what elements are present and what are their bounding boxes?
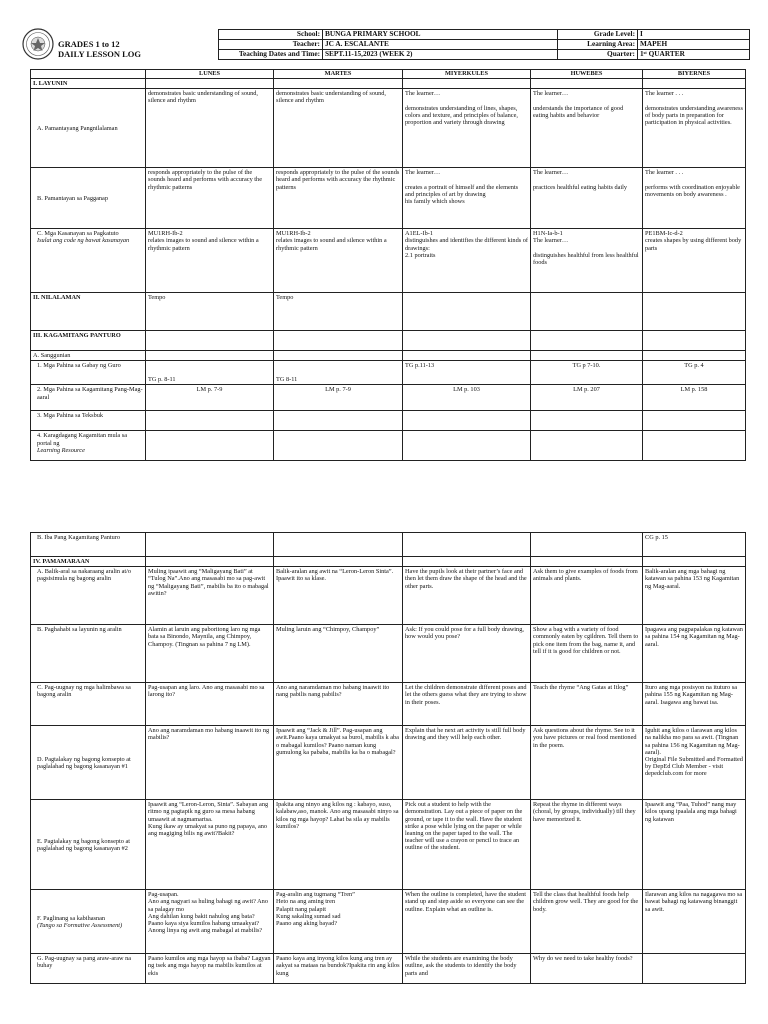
title-line-2: DAILY LESSON LOG (58, 49, 141, 59)
lesson-cell: Teach the rhyme “Ang Gatas at Itlog” (531, 683, 643, 726)
lesson-cell: TG 8-11 (274, 361, 403, 385)
lesson-cell: Pag-usapan ang laro. Ano ang masasabi mo sa larong ito? (146, 683, 274, 726)
lesson-cell: Why do we need to take healthy foods? (531, 954, 643, 984)
lesson-cell: LM p. 103 (403, 385, 531, 411)
section-heading: I. LAYUNIN (31, 79, 146, 89)
lesson-cell: Ituro ang mga posisyon na ituturo sa pahina 155 ng Kagamitan ng Mag-aaral. Isagawa ang bawat isa. (643, 683, 746, 726)
row-balik-aral (31, 567, 746, 625)
lesson-cell: Ipakita ang ninyo ang kilos ng : kabayo, suso, kalabaw,aso, manok. Ano ang masasabi ninyo sa kilos ng mga hayop? Lahat ba sila ay mabilis kumilos? (274, 800, 403, 890)
lesson-cell: Tempo (146, 293, 274, 331)
row-sublabel: (Tungo sa Formative Assessment) (37, 921, 123, 929)
corner-cell (31, 70, 146, 79)
empty-cell (146, 557, 274, 567)
lesson-table-part-1 (30, 69, 746, 461)
row-label: B. Iba Pang Kagamitang Panturo (31, 533, 146, 557)
lesson-cell: LM p. 158 (643, 385, 746, 411)
teacher-label: Teacher: (219, 40, 323, 50)
row-teksbuk (31, 411, 746, 431)
lesson-cell (274, 411, 403, 431)
lesson-cell: Ask: If you could pose for a full body drawing, how would you pose? (403, 625, 531, 683)
lesson-cell: Ask them to give examples of foods from animals and plants. (531, 567, 643, 625)
teaching-dates-label: Teaching Dates and Time: (219, 50, 323, 60)
teaching-dates-value: SEPT.11-15,2023 (WEEK 2) (323, 50, 558, 60)
quarter-value: 1ˢᵗ QUARTER (638, 50, 750, 60)
lesson-cell: The learner… demonstrates understanding of lines, shapes, colors and texture, and principles of balance, proportion and variety through drawing (403, 89, 531, 168)
empty-cell (643, 557, 746, 567)
lesson-cell: The learner… understands the importance of good eating habits and behavior (531, 89, 643, 168)
lesson-cell: TG p. 8-11 (146, 361, 274, 385)
lesson-cell: Tempo (274, 293, 403, 331)
row-label: C. Pag-uugnay ng mga halimbawa sa bagong aralin (31, 683, 146, 726)
lesson-cell: H1N-Ia-b-1 The learner… distinguishes healthful from less healthful foods (531, 229, 643, 293)
quarter-label: Quarter: (558, 50, 638, 60)
row-kasanayan-sa-pagkatuto (31, 229, 746, 293)
empty-cell (403, 79, 531, 89)
row-pagtalakay-1 (31, 726, 746, 800)
lesson-cell: Ipagawa ang pagpapalakas ng katawan sa pahina 154 ng Kagamitan ng Mag-aaral. (643, 625, 746, 683)
section-row-kagamitan (31, 331, 746, 351)
empty-cell (531, 79, 643, 89)
school-label: School: (219, 30, 323, 40)
lesson-cell: MU1RH-Ib-2 relates images to sound and silence within a rhythmic pattern (274, 229, 403, 293)
lesson-cell (643, 954, 746, 984)
row-pagtalakay-2 (31, 800, 746, 890)
row-label-cell (31, 431, 146, 461)
lesson-cell: PE1BM-Ic-d-2 creates shapes by using different body parts (643, 229, 746, 293)
row-nilalaman (31, 293, 746, 331)
row-label: A. Balik-aral sa nakaraang aralin at/o pagsisimula ng bagong aralin (31, 567, 146, 625)
empty-cell (643, 331, 746, 351)
empty-cell (531, 557, 643, 567)
row-label: F. Paglinang sa kabihasnan (37, 914, 106, 922)
empty-cell (274, 331, 403, 351)
row-sublabel: Learning Resource (37, 446, 85, 454)
lesson-cell: The learner . . . demonstrates understanding awareness of body parts in preparation for participation in physical activities. (643, 89, 746, 168)
lesson-cell: MU1RH-Ib-2 relates images to sound and silence within a rhythmic pattern (146, 229, 274, 293)
row-gabay-ng-guro (31, 361, 746, 385)
school-value: BUNGA PRIMARY SCHOOL (323, 30, 558, 40)
header-info-table (218, 29, 750, 60)
lesson-cell: Ipaawit ang “Leron-Leron, Sinta”. Sabayan ang ritmo ng pagtapik ng gurо sa mesa habang umaawit at nagmamartsa. Kung ikaw ay umakyat sa puno ng papaya, ano ang magiging bilis ng awit?Bakit? (146, 800, 274, 890)
lesson-cell: responds appropriately to the pulse of the sounds heard and performs with accuracy the rhythmic patterns (146, 168, 274, 229)
lesson-cell (643, 431, 746, 461)
lesson-cell: Ipaawit ang “Jack & Jill”. Pag-usapan ang awit.Paano kaya umakyat sa burol, mabilis k aba o mabagal kumilos? Paano naman kung gumulong ka pababa, mabilis ka ba o mabagal? (274, 726, 403, 800)
day-header: MARTES (274, 70, 403, 79)
lesson-cell: Paano kaya ang inyong kilos kung ang tren ay aakyat sa mataas na bundok?Ipakita rin ang kilos kung (274, 954, 403, 984)
day-header: MIYERKULES (403, 70, 531, 79)
lesson-cell: demonstrates basic understanding of sound, silence and rhythm (274, 89, 403, 168)
empty-cell (531, 351, 643, 361)
lesson-cell (531, 533, 643, 557)
row-label-cell (31, 229, 146, 293)
row-paglinang-kabihasnan (31, 890, 746, 954)
lesson-cell (643, 293, 746, 331)
section-heading: II. NILALAMAN (31, 293, 146, 331)
lesson-cell: Ilarawan ang kilos na nagagawa mo sa bawat bahagi ng katawang binanggit sa awit. (643, 890, 746, 954)
section-heading: III. KAGAMITANG PANTURO (31, 331, 146, 351)
lesson-cell: TG p 7-10. (531, 361, 643, 385)
empty-cell (146, 79, 274, 89)
lesson-cell (403, 293, 531, 331)
lesson-cell: The learner… creates a portrait of himself and the elements and principles of art by drawing his family which shows (403, 168, 531, 229)
lesson-table-part-2 (30, 532, 746, 984)
lesson-cell: Ano ang naramdaman mo habang inaawit ito ng mabilis? (146, 726, 274, 800)
lesson-cell: Let the children demonstrate different poses and let the others guess what they are trying to show in their poses. (403, 683, 531, 726)
lesson-cell: A1EL-Ib-1 distinguishes and identifies the different kinds of drawings: 2.1 portraits (403, 229, 531, 293)
lesson-cell: Ano ang naramdaman mo habang inaawit ito nang pabilis nang pabilis? (274, 683, 403, 726)
deped-seal-logo (22, 28, 54, 60)
day-header: HUWEBES (531, 70, 643, 79)
row-label: G. Pag-uugnay sa pang araw-araw na buhay (31, 954, 146, 984)
day-header: BIYERNES (643, 70, 746, 79)
row-pag-uugnay-araw-araw (31, 954, 746, 984)
teacher-value: JC A. ESCALANTE (323, 40, 558, 50)
empty-cell (146, 331, 274, 351)
row-label: 3. Mga Pahina sa Teksbuk (31, 411, 146, 431)
lesson-cell (531, 293, 643, 331)
row-pamantayang-pangnilalaman (31, 89, 746, 168)
row-label: D. Pagtalakay ng bagong konsepto at paglalahad ng bagong kasanayan #1 (31, 726, 146, 800)
learning-area-label: Learning Area: (558, 40, 638, 50)
empty-cell (643, 79, 746, 89)
learning-area-value: MAPEH (638, 40, 750, 50)
lesson-cell: CG p. 15 (643, 533, 746, 557)
row-label: 2. Mga Pahina sa Kagamitang Pang-Mag-aaral (31, 385, 146, 411)
lesson-cell: Explain that he next art activity is still full body drawing and they will help each other. (403, 726, 531, 800)
row-sanggunian (31, 351, 746, 361)
row-iba-pang-kagamitan (31, 533, 746, 557)
lesson-cell (146, 411, 274, 431)
lesson-cell: Have the pupils look at their partner’s face and then let them draw the shape of the head and the other parts. (403, 567, 531, 625)
lesson-cell: demonstrates basic understanding of sound, silence and rhythm (146, 89, 274, 168)
lesson-cell: Muling laruin ang “Chimpoy, Champoy” (274, 625, 403, 683)
empty-cell (643, 351, 746, 361)
lesson-cell (146, 431, 274, 461)
section-row-layunin (31, 79, 746, 89)
row-label: B. Paghahabi sa layunin ng aralin (31, 625, 146, 683)
row-sublabel: Isulat ang code ng bawat kasanayan (37, 237, 130, 245)
lesson-cell: LM p. 207 (531, 385, 643, 411)
lesson-cell: TG p.11-13 (403, 361, 531, 385)
lesson-cell (403, 533, 531, 557)
empty-cell (403, 331, 531, 351)
empty-cell (403, 351, 531, 361)
lesson-cell (146, 533, 274, 557)
lesson-cell (531, 411, 643, 431)
section-heading: IV. PAMAMARAAN (31, 557, 146, 567)
empty-cell (146, 351, 274, 361)
row-paghahabi (31, 625, 746, 683)
lesson-cell: Ask questions about the rhyme. See to it you have pictures or real food mentioned in the poem. (531, 726, 643, 800)
row-label: A. Pamantayang Pangnilalaman (31, 89, 146, 168)
row-label: A. Sanggunian (31, 351, 146, 361)
lesson-cell: Alamin at laruin ang paboritong laro ng mga bata sa Binondo, Maynila, ang Chimpoy, Champoy. (Tingnan sa pahina 7 ng LM). (146, 625, 274, 683)
row-label: 4. Karagdagang Kagamitan mula sa portal ng (37, 432, 128, 447)
lesson-cell (274, 431, 403, 461)
lesson-cell: Balik-aralan ang mga bahagi ng katawan sa pahina 153 ng Kagamitan ng Mag-aaral. (643, 567, 746, 625)
row-pamantayan-sa-pagganap (31, 168, 746, 229)
grade-level-label: Grade Level: (558, 30, 638, 40)
lesson-cell: While the students are examining the body outline, ask the students to identify the body parts and (403, 954, 531, 984)
grade-level-value: I (638, 30, 750, 40)
lesson-cell: The learner . . . performs with coordination enjoyable movements on body awareness . (643, 168, 746, 229)
lesson-cell: Balik-aralan ang awit na “Leron-Leron Sinta”. Ipaawit ito sa klase. (274, 567, 403, 625)
lesson-cell: Paano kumilos ang mga hayop sa ibaba? Lagyan ng tsek ang mga hayop na mabilis kumilos at ekis (146, 954, 274, 984)
title-line-1: GRADES 1 to 12 (58, 39, 120, 49)
empty-cell (274, 79, 403, 89)
lesson-cell: The learner… practices healthful eating habits daily (531, 168, 643, 229)
row-label-cell (31, 890, 146, 954)
lesson-cell: Muling ipaawit ang “Maligayang Bati” at “Tulog Na”.Ano ang masasabi mo sa pag-awit ng “Maligayang Bati”, mabilis ba ito o mabagal awitin? (146, 567, 274, 625)
row-kagamitang-pang-mag-aaral (31, 385, 746, 411)
lesson-cell: Pick out a student to help with the demonstration. Lay out a piece of paper on the ground, or tape it to the wall. Have the student strike a pose while lying on the paper or while leaning on the paper taped to the wall. The teacher will use a crayon or pencil to trace an outline of the student. (403, 800, 531, 890)
row-label: 1. Mga Pahina sa Gabay ng Guro (31, 361, 146, 385)
section-row-pamamaraan (31, 557, 746, 567)
lesson-cell: Show a bag with a variety of food commonly eaten by cgildren. Tell them to pick one item from the bag, name it, and tell if it is good for children or not. (531, 625, 643, 683)
empty-cell (274, 557, 403, 567)
day-header: LUNES (146, 70, 274, 79)
lesson-cell (274, 533, 403, 557)
lesson-cell: responds appropriately to the pulse of the sounds heard and performs with accuracy the rhythmic patterns (274, 168, 403, 229)
row-label: E. Pagtalakay ng bagong konsepto at paglalahad ng bagong kasanayan #2 (31, 800, 146, 890)
row-karagdagang-kagamitan (31, 431, 746, 461)
lesson-cell: LM p. 7-9 (274, 385, 403, 411)
lesson-cell: Pag-usapan. Ano ang nagyari sa huling bahagi ng awit? Ano sa palagay mo Ang dahilan kung bakit nahulog ang bata? Paano kaya siya kumilos habang umaakyat? Anong linya ng awit ang mabagal at mabilis? (146, 890, 274, 954)
document-title (58, 39, 141, 59)
empty-cell (403, 557, 531, 567)
lesson-cell: When the outline is completed, have the student stand up and step aside so everyone can see the outline. Explain what an outline is. (403, 890, 531, 954)
lesson-cell: Iguhit ang kilos o ilarawan ang kilos na nalikha mo para sa awit. (Tingnan sa pahina 156 ng Kagamitan ng Mag-aaral). Original File Submitted and Formatted by DepEd Club Member - visit depedclub.com for more (643, 726, 746, 800)
lesson-cell: Ipaawit ang “Paa, Tuhod” nang may kilos upang ipaalala ang mga bahagi ng katawan (643, 800, 746, 890)
lesson-cell: LM p. 7-9 (146, 385, 274, 411)
row-pag-uugnay-halimbawa (31, 683, 746, 726)
empty-cell (274, 351, 403, 361)
header (22, 27, 749, 63)
lesson-cell (531, 431, 643, 461)
lesson-cell: Pag-aralin ang tugmang “Tren” Heto na ang aming tren Palapit nang palapit Kung sakaling sumad sad Paano ang aking bayad? (274, 890, 403, 954)
lesson-cell: Tell the class that healthful foods help children grow well. They are good for the body. (531, 890, 643, 954)
lesson-cell: TG p. 4 (643, 361, 746, 385)
row-label: C. Mga Kasanayan sa Pagkatuto (37, 230, 119, 238)
day-header-row (31, 70, 746, 79)
lesson-cell (403, 431, 531, 461)
lesson-cell: Repeat the rhyme in different ways (choral, by groups, individually) till they have memorized it. (531, 800, 643, 890)
lesson-cell (643, 411, 746, 431)
row-label: B. Pamantayan sa Pagganap (31, 168, 146, 229)
lesson-cell (403, 411, 531, 431)
empty-cell (531, 331, 643, 351)
